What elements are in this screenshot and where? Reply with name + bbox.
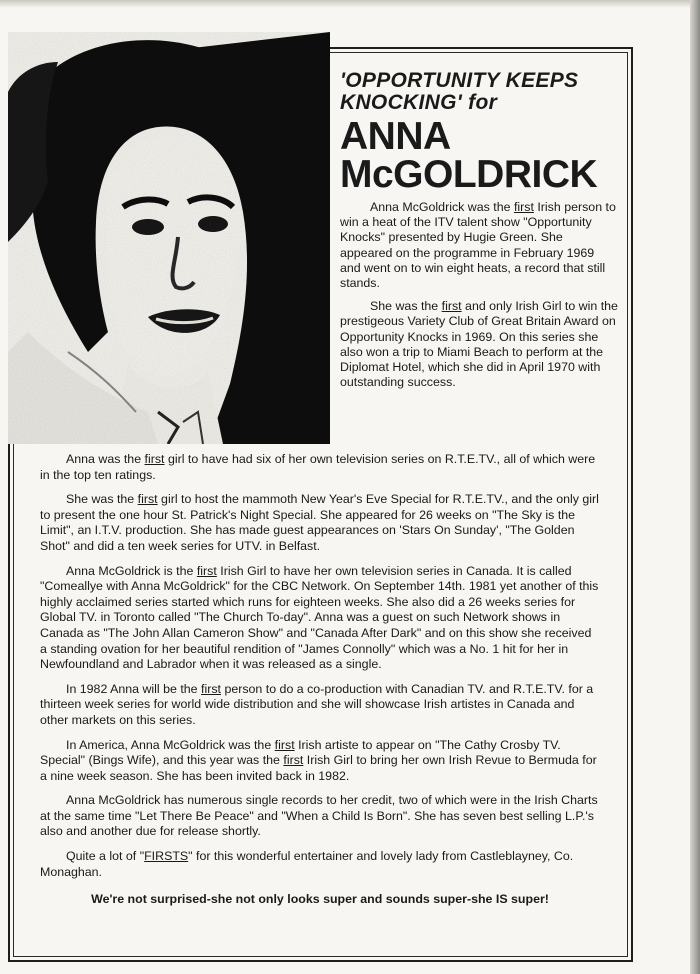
underlined-word: first [441,299,462,314]
paragraph-text: In America, Anna McGoldrick was the [66,737,275,752]
headline-kicker: 'OPPORTUNITY KEEPS KNOCKING' for [340,69,579,114]
underlined-word: first [196,563,217,578]
paragraph-text: Quite a lot of " [66,849,145,864]
headline-name-line2: McGOLDRICK [340,153,598,196]
article-paragraph [340,200,618,291]
underlined-word: first [201,681,221,696]
headline [340,70,620,194]
paragraph-text: She was the [370,299,442,314]
article-paragraph [40,452,600,483]
underlined-word: first [274,737,295,752]
paragraph-text: " for this wonderful entertainer and lovely lady from Castleblayney, Co. Monaghan. [40,849,574,879]
paragraph-text: and only Irish Girl to win the prestigeous Variety Club of Great Britain Award on Opportunity Knocks in 1969. On this series she also won a trip to Miami Beach to perform at the Diplomat Hotel, which she did in April 1970 with outstanding success. [340,299,618,390]
paragraph-text: Irish person to win a heat of the ITV talent show "Opportunity Knocks" presented by Hugie Green. She appeared on the programme in February 1969 and went on to win eight heats, a record that still stands. [340,200,616,291]
paragraph-text: Irish Girl to have her own television series in Canada. It is called "Comeallye with Anna McGoldrick" for the CBC Network. On September 14th. 1981 yet another of this highly acclaimed series started which runs for eighteen weeks. She also did a 26 weeks series for Global TV. in Toronto called "The Church To-day". Anna was a guest on such Network shows in Canada as "The John Allan Cameron Show" and "Canada After Dark" and on this show she received a standing ovation for her beautiful rendition of "James Connolly" which was a No. 1 hit for her in Newfoundland and Labrador when it was released as a single. [40,563,599,672]
underlined-word: first [137,492,158,507]
underlined-word: first [144,452,165,466]
paragraph-text: person to do a co-production with Canadian TV. and R.T.E.TV. for a thirteen week series for world wide distribution and she will showcase Irish artistes in Canada and other markets on this series. [40,681,594,727]
underlined-word: FIRSTS [144,849,189,864]
paragraph-text: Anna McGoldrick has numerous single records to her credit, two of which were in the Irish Charts at the same time "Let There Be Peace" and "When a Child Is Born". She has seven best selling L.P.'s also and another due for release shortly. [40,793,598,839]
paragraph-text: Anna McGoldrick was the [370,200,514,214]
underlined-word: first [513,200,534,214]
article-paragraph [40,793,600,840]
paragraph-text: Irish Girl to bring her own Irish Revue to Bermuda for a nine week season. She has been invited back in 1982. [40,753,597,783]
article-paragraph [40,738,600,785]
page-edge [690,0,700,974]
article-paragraph [340,299,618,390]
paragraph-text: Anna was the [66,452,145,466]
article-right-column [340,200,618,398]
article-paragraph [40,849,600,880]
closing-line: We're not surprised-she not only looks super and sounds super-she IS super! [91,892,549,907]
paragraph-text: Irish artiste to appear on "The Cathy Crosby TV. Special" (Bings Wife), and this year was the [40,737,561,768]
page-shadow [0,0,700,8]
headline-name-line1: ANNA [340,115,451,158]
article-paragraph [40,682,600,729]
paragraph-text: She was the [66,492,138,507]
portrait-photo [8,32,330,444]
article-body [40,452,600,917]
paragraph-text: girl to have had six of her own television series on R.T.E.TV., all of which were in the top ten ratings. [40,452,596,482]
paragraph-text: In 1982 Anna will be the [66,681,202,696]
article-paragraph [40,492,600,554]
paragraph-text: Anna McGoldrick is the [66,563,197,578]
paragraph-text: girl to host the mammoth New Year's Eve Special for R.T.E.TV., and the only girl to present the one hour St. Patrick's Night Special. She appeared for 26 weeks on "The Sky is the Limit", an I.T.V. production. She has made guest appearances on 'Stars On Sunday', "The Golden Shot" and did a ten week series for UTV. in Belfast. [40,492,599,553]
underlined-word: first [283,753,304,768]
article-paragraph [40,564,600,673]
